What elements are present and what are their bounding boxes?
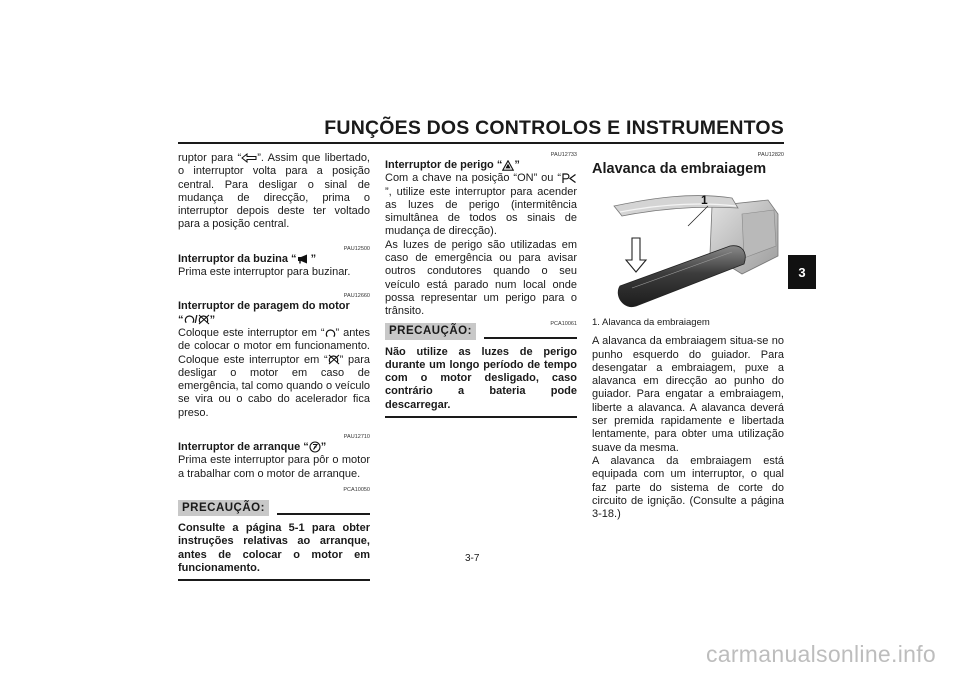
caution-end-rule xyxy=(178,579,370,581)
turn-left-icon xyxy=(241,153,257,163)
caution-text: Não utilize as luzes de perigo durante um longo período de tempo com o motor desligado, caso contrário a bateria pode descarregar. xyxy=(385,345,577,411)
hazard-heading: Interruptor de perigo “ ” xyxy=(385,159,520,171)
chapter-tab: 3 xyxy=(788,255,816,289)
section-code: PAU12710 xyxy=(343,434,370,441)
caution-end-rule xyxy=(385,416,577,418)
column-3 xyxy=(592,152,784,521)
engine-stop-icon xyxy=(328,354,340,365)
stop-text: Coloque este interruptor em “ ” antes de colocar o motor em funcionamento. Coloque este interruptor em “ ” para desligar o motor em caso de emergência, tal como quando o veículo se vira ou o cabo do acelerador fica preso. xyxy=(178,326,371,419)
figure-callout: 1 xyxy=(701,193,708,207)
hazard-text: Com a chave na posição “ON” ou “”, utilize este interruptor para acender as luzes de perigo (intermitência simultânea de todos os sinais de mudança de direcção). xyxy=(385,172,577,238)
parking-icon xyxy=(561,173,577,184)
horn-text: Prima este interruptor para buzinar. xyxy=(178,266,351,279)
caution-label: PRECAUÇÃO: xyxy=(178,500,269,516)
hazard-icon xyxy=(502,160,514,171)
horn-heading: Interruptor da buzina “ ” xyxy=(178,252,317,265)
watermark: carmanualsonline.info xyxy=(705,641,936,667)
caution-header xyxy=(385,324,577,340)
column-2 xyxy=(385,152,577,418)
horn-icon xyxy=(297,254,311,264)
column-1 xyxy=(178,152,370,581)
clutch-lever-figure xyxy=(592,184,784,312)
engine-stop-icon xyxy=(198,314,210,325)
section-code: PAU12820 xyxy=(757,152,784,158)
section-heading: Alavanca da embraiagem xyxy=(592,161,767,177)
start-heading: Interruptor de arranque “ ” xyxy=(178,441,327,454)
start-icon xyxy=(309,441,321,453)
turn-signal-paragraph: ruptor para “ ”. Assim que libertado, o interruptor volta para a posição central. Para desligar o sinal de mudança de direcção, prima o interruptor depois deste ter voltado para a posição central. xyxy=(178,152,370,231)
clutch-lever-illustration xyxy=(592,184,784,312)
clutch-text-2: A alavanca da embraiagem está equipada com um interruptor, o qual faz parte do sistema de corte do circuito de ignição. (Consulte a página 3-18.) xyxy=(592,454,784,521)
start-text: Prima este interruptor para pôr o motor a trabalhar com o motor de arranque. xyxy=(178,454,370,480)
caution-header xyxy=(178,500,370,516)
caution-rule xyxy=(277,513,370,515)
caution-rule xyxy=(484,337,577,339)
engine-run-icon xyxy=(325,328,336,339)
title-rule xyxy=(178,142,784,144)
page-title: FUNÇÕES DOS CONTROLOS E INSTRUMENTOS xyxy=(324,117,784,139)
section-code: PCA10050 xyxy=(343,486,370,493)
section-code: PAU12500 xyxy=(343,245,370,252)
page-number: 3-7 xyxy=(465,553,480,564)
caution-label: PRECAUÇÃO: xyxy=(385,323,476,339)
caution-text: Consulte a página 5-1 para obter instruções relativas ao arranque, antes de colocar o motor em funcionamento. xyxy=(178,521,370,574)
section-code: PAU12733 xyxy=(550,152,577,158)
section-code: PAU12660 xyxy=(343,293,370,300)
stop-heading: Interruptor de paragem do motor xyxy=(178,300,350,313)
clutch-text-1: A alavanca da embraiagem situa-se no punho esquerdo do guiador. Para desengatar a embraiagem, puxe a alavanca em direcção ao punho do guiador. Para engatar a embraiagem, liberte a alavanca. A alavanca deverá ser premida rapidamente e libertada lentamente, para obter uma utilização suave da mesma. xyxy=(592,335,784,454)
figure-caption: 1. Alavanca da embraiagem xyxy=(592,317,710,328)
stop-heading-symbols: “ / ” xyxy=(178,313,216,326)
engine-run-icon xyxy=(184,314,195,325)
hazard-text-2: As luzes de perigo são utilizadas em caso de emergência ou para avisar outros condutores quando o seu veículo está parado num local onde possa representar um perigo para o trânsito. xyxy=(385,238,577,318)
section-code: PCA10061 xyxy=(550,320,577,327)
